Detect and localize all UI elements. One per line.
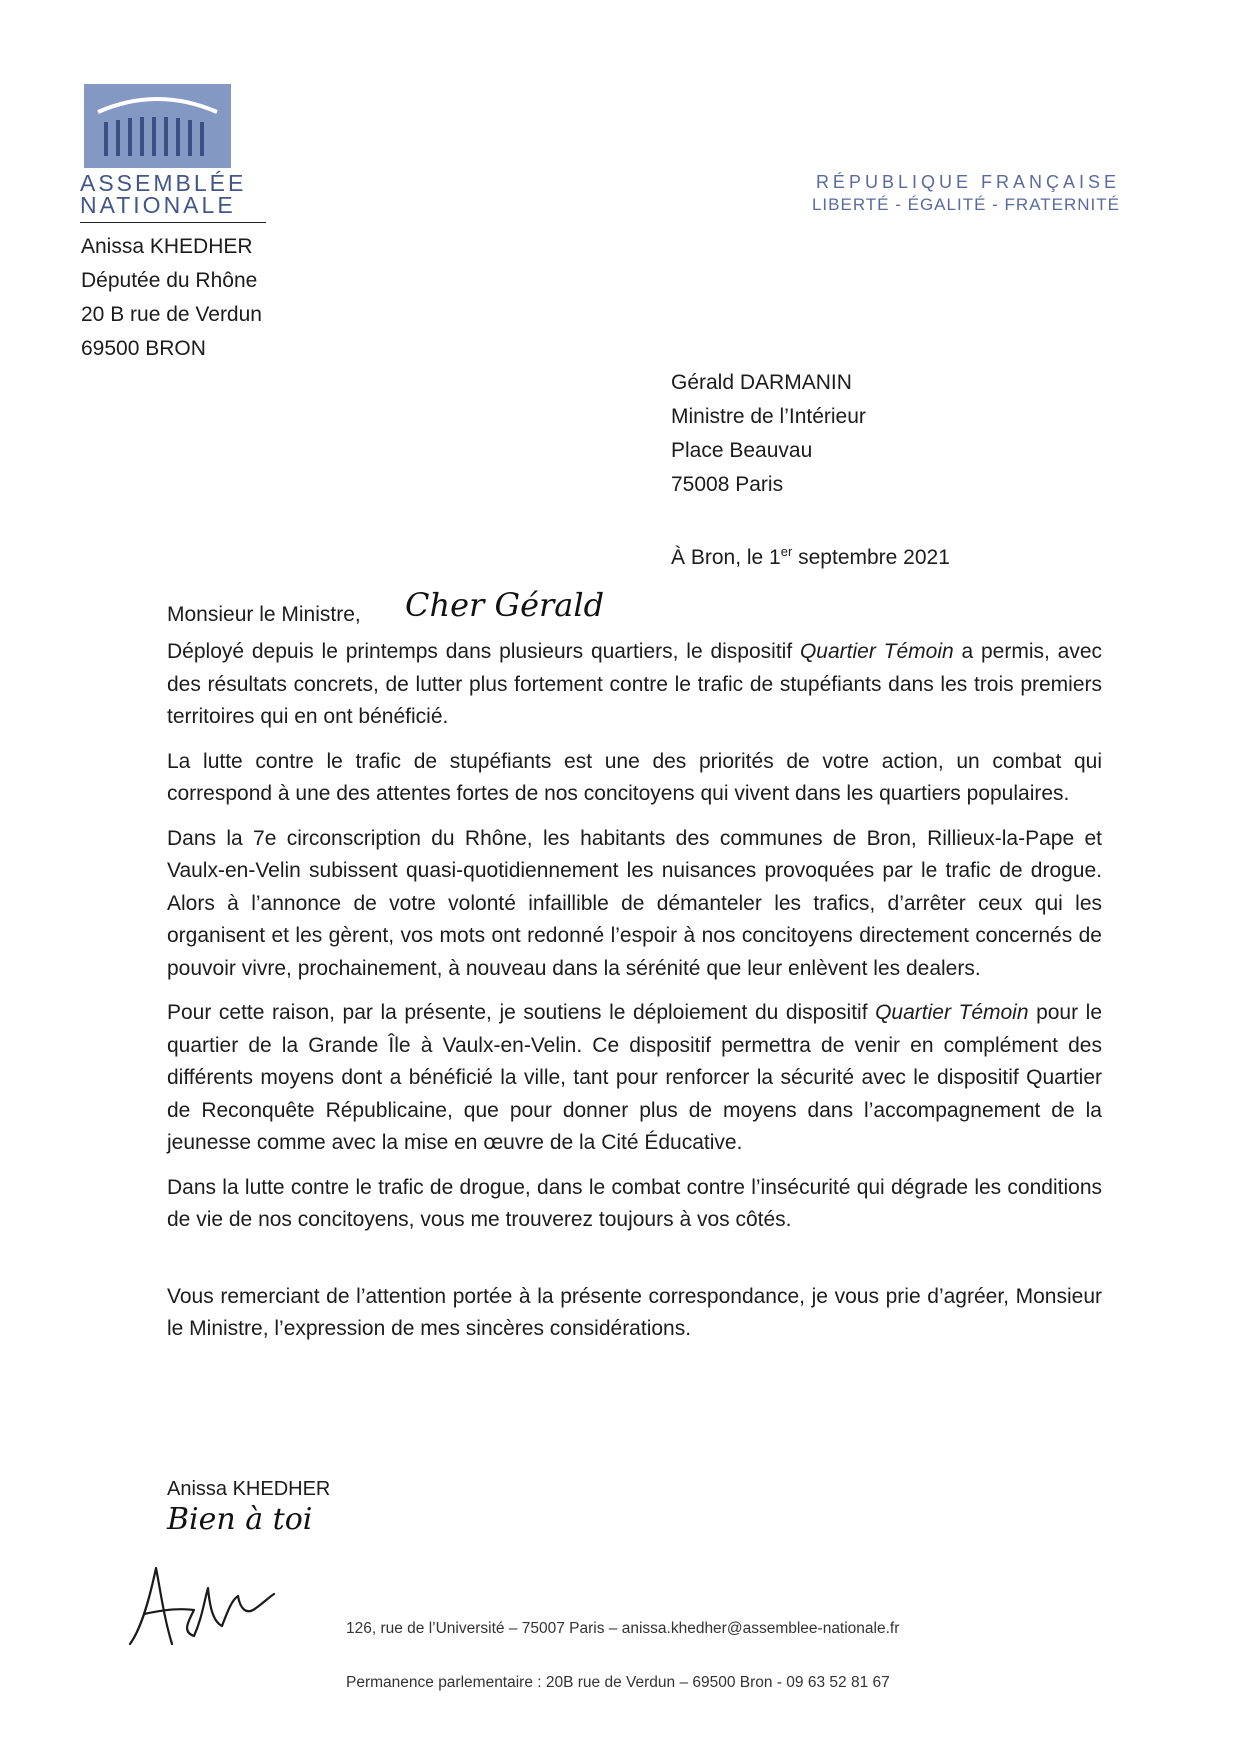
sender-title: Députée du Rhône bbox=[81, 269, 258, 292]
handwritten-greeting: Cher Gérald bbox=[405, 586, 605, 624]
letter-body bbox=[167, 636, 1102, 1358]
recipient-address bbox=[671, 366, 866, 502]
paragraph-5: Dans la lutte contre le trafic de drogue, dans le combat contre l’insécurité qui dégrade les conditions de vie de nos concitoyens, vous me trouverez toujours à vos côtés. bbox=[167, 1175, 1102, 1231]
institution-name: ASSEMBLÉE NATIONALE bbox=[80, 170, 247, 218]
closing-paragraph: Vous remerciant de l’attention portée à la présente correspondance, je vous prie d’agréer, Monsieur le Ministre, l’expression de mes sincères considérations. bbox=[167, 1284, 1102, 1340]
assemblee-logo bbox=[84, 84, 231, 168]
paragraph-3: Dans la 7e circonscription du Rhône, les habitants des communes de Bron, Rillieux-la-Pape et Vaulx-en-Velin subissent quasi-quotidiennement les nuisances provoquées par le trafic de drogue. Alors à l’annonce de votre volonté infaillible de démanteler les trafics, d’arrêter ceux qui les organisent et les gèrent, vos mots ont redonné l’espoir à nos concitoyens directement concernés de pouvoir vivre, prochainement, à nouveau dans la sérénité que leur enlèvent les dealers. bbox=[167, 826, 1102, 980]
footer-paris-address: 126, rue de l’Université – 75007 Paris – anissa.khedher@assemblee-nationale.fr bbox=[346, 1620, 900, 1637]
sender-address bbox=[81, 230, 262, 366]
recipient-city: 75008 Paris bbox=[671, 473, 784, 496]
handwritten-signature bbox=[122, 1548, 292, 1653]
paragraph-2: La lutte contre le trafic de stupéfiants est une des priorités de votre action, un combat qui correspond à une des attentes fortes de nos concitoyens qui vivent dans les quartiers populaires. bbox=[167, 749, 1102, 805]
recipient-name: Gérald DARMANIN bbox=[671, 371, 852, 394]
letter-footer bbox=[346, 1602, 899, 1710]
letter-date: À Bron, le 1er septembre 2021 bbox=[671, 544, 950, 569]
footer-permanence-address: Permanence parlementaire : 20B rue de Verdun – 69500 Bron - 09 63 52 81 67 bbox=[346, 1674, 890, 1691]
paragraph-4: Pour cette raison, par la présente, je soutiens le déploiement du dispositif Quartier Témoin pour le quartier de la Grande Île à Vaulx-en-Velin. Ce dispositif permettra de venir en complément des différents moyens dont a bénéficié la ville, tant pour renforcer la sécurité avec le dispositif Quartier de Reconquête Républicaine, que pour donner plus de moyens dans l’accompagnement de la jeunesse comme avec la mise en œuvre de la Cité Éducative. bbox=[167, 1001, 1102, 1154]
recipient-street: Place Beauvau bbox=[671, 439, 813, 462]
paragraph-1: Déployé depuis le printemps dans plusieurs quartiers, le dispositif Quartier Témoin a permis, avec des résultats concrets, de lutter plus fortement contre le trafic de stupéfiants dans les trois premiers territoires qui en ont bénéficié. bbox=[167, 640, 1102, 728]
signature-name: Anissa KHEDHER bbox=[167, 1478, 331, 1500]
sender-name: Anissa KHEDHER bbox=[81, 235, 253, 258]
sender-street: 20 B rue de Verdun bbox=[81, 303, 262, 326]
republic-heading: RÉPUBLIQUE FRANÇAISE LIBERTÉ - ÉGALITÉ - FRATERNITÉ bbox=[811, 172, 1120, 214]
recipient-title: Ministre de l’Intérieur bbox=[671, 405, 866, 428]
sender-city: 69500 BRON bbox=[81, 337, 206, 360]
salutation: Monsieur le Ministre, bbox=[167, 603, 361, 626]
letterhead-divider bbox=[80, 222, 266, 223]
hemicycle-icon bbox=[84, 84, 231, 168]
handwritten-closing: Bien à toi bbox=[167, 1502, 313, 1537]
